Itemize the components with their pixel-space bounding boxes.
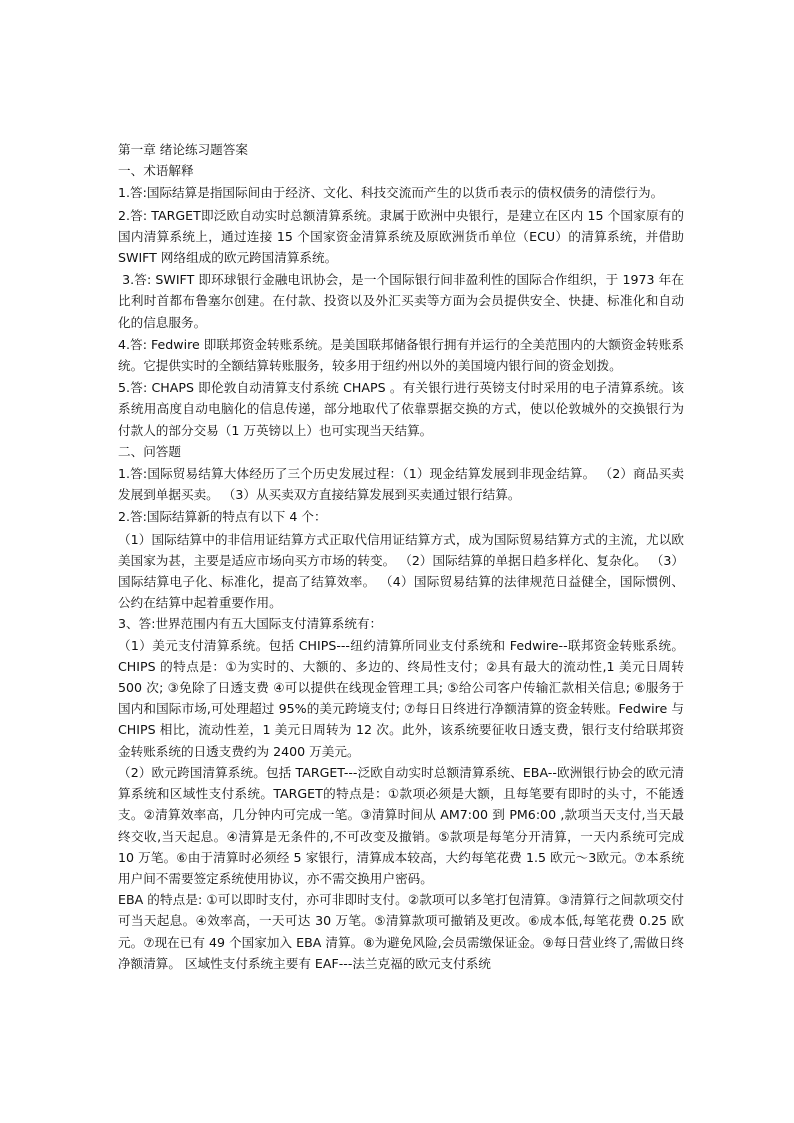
answer-term-4: 4.答: Fedwire 即联邦资金转账系统。是美国联邦储备银行拥有并运行的全美范围内的大额资金转账系统。它提供实时的全额结算转账服务，较多用于纽约州以外的美国境内银行间的资金划拨。 — [118, 336, 684, 374]
answer-question-2-body: （1）国际结算中的非信用证结算方式正取代信用证结算方式，成为国际贸易结算方式的主流，尤以欧美国家为甚，主要是适应市场向买方市场的转变。 （2）国际结算的单据日趋多样化、复杂化。 （3）国际结算电子化、标准化，提高了结算效率。 （4）国际贸易结算的法律规范日益健全，国际惯例、公约在结算中起着重要作用。 — [118, 531, 684, 611]
chapter-title: 第一章 绪论练习题答案 — [118, 142, 248, 157]
answer-term-5: 5.答: CHAPS 即伦敦自动清算支付系统 CHAPS 。有关银行进行英镑支付时采用的电子清算系统。该系统用高度自动电脑化的信息传递，部分地取代了依靠票据交换的方式，使以伦敦城外的交换银行为付款人的部分交易（1 万英镑以上）也可实现当天结算。 — [118, 380, 684, 438]
answer-question-3-euro: （2）欧元跨国清算系统。包括 TARGET---泛欧自动实时总额清算系统、EBA--欧洲银行协会的欧元清算系统和区域性支付系统。TARGET的特点是：①款项必须是大额，且每笔要有即时的头寸，不能透支。②清算效率高，几分钟内可完成一笔。③清算时间从 AM7:00 到 PM6:00 ,款项当天支付,当天最终交收,当天起息。④清算是无条件的,不可改变及撤销。⑤款项是每笔分开清算，一天内系统可完成 10 万笔。⑥由于清算时必须经 5 家银行，清算成本较高，大约每笔花费 1.5 欧元～3欧元。⑦本系统用户间不需要签定系统使用协议，亦不需交换用户密码。 — [118, 764, 684, 886]
answer-question-3: 3、答:世界范围内有五大国际支付清算系统有： — [118, 616, 383, 632]
answer-question-2: 2.答:国际结算新的特点有以下 4 个： — [118, 509, 327, 525]
answer-question-3-usd: （1）美元支付清算系统。包括 CHIPS---纽约清算所同业支付系统和 Fedwire--联邦资金转账系统。CHIPS 的特点是：①为实时的、大额的、多边的、终局性支付；②具有最大的流动性,1 美元日周转500 次; ③免除了日透支费 ④可以提供在线现金管理工具; ⑤给公司客户传输汇款相关信息; ⑥服务于国内和国际市场,可处理超过 95%的美元跨境支付; ⑦每日日终进行净额清算的资金转账。Fedwire 与 CHIPS 相比，流动性差，1 美元日周转为 12 次。此外，该系统要征收日透支费，银行支付给联邦资金转账系统的日透支费约为 2400 万美元。 — [118, 637, 684, 759]
answer-term-2: 2.答: TARGET即泛欧自动实时总额清算系统。隶属于欧洲中央银行，是建立在区内 15 个国家原有的国内清算系统上，通过连接 15 个国家资金清算系统及原欧洲货币单位（ECU）的清算系统，并借助 SWIFT 网络组成的欧元跨国清算系统。 — [118, 207, 684, 266]
answer-term-1: 1.答:国际结算是指国际间由于经济、文化、科技交流而产生的以货币表示的债权债务的清偿行为。 — [118, 185, 664, 201]
section-heading-questions: 二、问答题 — [118, 443, 181, 459]
answer-term-3: 3.答: SWIFT 即环球银行金融电讯协会，是一个国际银行间非盈利性的国际合作组织，于 1973 年在比利时首都布鲁塞尔创建。在付款、投资以及外汇买卖等方面为会员提供安全、快捷、标准化和自动化的信息服务。 — [118, 272, 684, 330]
section-heading-terms: 一、术语解释 — [118, 163, 194, 179]
answer-question-1: 1.答:国际贸易结算大体经历了三个历史发展过程：（1）现金结算发展到非现金结算。 （2）商品买卖发展到单据买卖。 （3）从买卖双方直接结算发展到买卖通过银行结算。 — [118, 466, 684, 503]
document-page — [118, 139, 684, 974]
answer-question-3-eba: EBA 的特点是: ①可以即时支付，亦可非即时支付。②款项可以多笔打包清算。③清算行之间款项交付可当天起息。④效率高，一天可达 30 万笔。⑤清算款项可撤销及更改。⑥成本低,每笔花费 0.25 欧元。⑦现在已有 49 个国家加入 EBA 清算。⑧为避免风险,会员需缴保证金。⑨每日营业终了,需做日终净额清算。 区域性支付系统主要有 EAF---法兰克福的欧元支付系统 — [118, 892, 684, 971]
